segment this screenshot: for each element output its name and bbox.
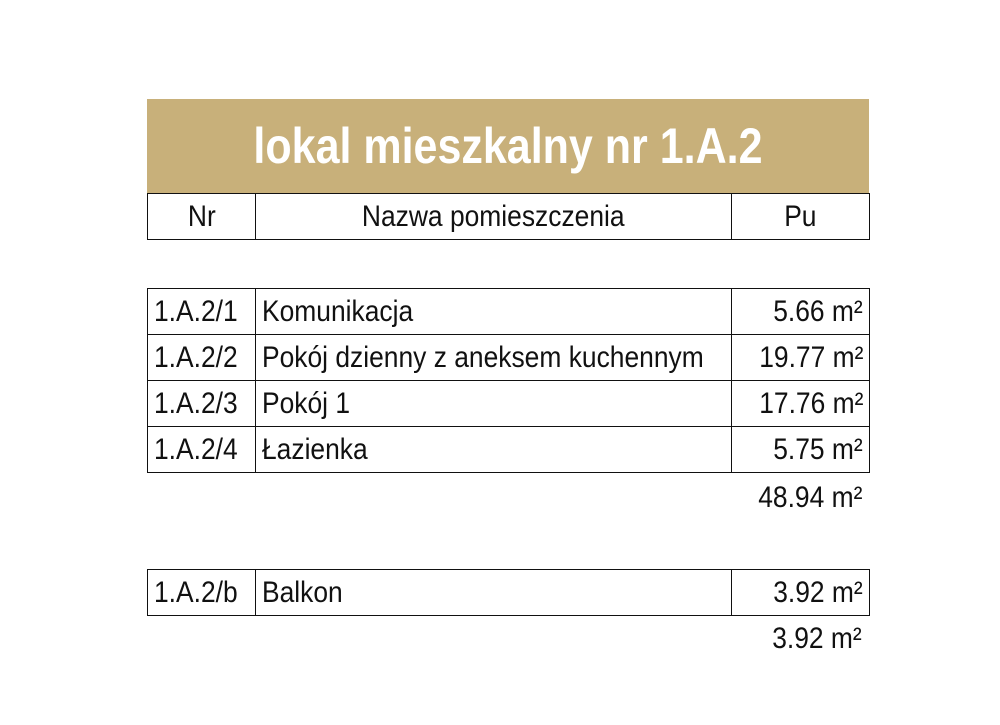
table-row [148, 427, 870, 473]
room-nr: 1.A.2/3 [148, 381, 256, 427]
room-area: 5.66 m² [732, 289, 870, 335]
balcony-name: Balkon [256, 570, 732, 616]
rooms-total: 48.94 m² [757, 481, 862, 514]
balcony-nr: 1.A.2/b [148, 570, 256, 616]
page-title: lokal mieszkalny nr 1.A.2 [253, 118, 763, 174]
room-nr: 1.A.2/1 [148, 289, 256, 335]
room-nr: 1.A.2/2 [148, 335, 256, 381]
room-area: 5.75 m² [732, 427, 870, 473]
room-name: Komunikacja [256, 289, 732, 335]
room-name: Pokój 1 [256, 381, 732, 427]
header-table [147, 193, 870, 240]
table-row [148, 570, 870, 616]
header-nr: Nr [148, 194, 256, 240]
balcony-table [147, 569, 870, 616]
balcony-area: 3.92 m² [732, 570, 870, 616]
room-name: Pokój dzienny z aneksem kuchennym [256, 335, 732, 381]
header-name: Nazwa pomieszczenia [256, 194, 732, 240]
table-row [148, 289, 870, 335]
title-banner [147, 99, 869, 193]
table-row [148, 335, 870, 381]
room-area: 17.76 m² [732, 381, 870, 427]
rooms-table [147, 288, 870, 473]
header-pu: Pu [732, 194, 870, 240]
room-area: 19.77 m² [732, 335, 870, 381]
header-row [148, 194, 870, 240]
table-row [148, 381, 870, 427]
room-name: Łazienka [256, 427, 732, 473]
balcony-total: 3.92 m² [772, 622, 862, 655]
room-nr: 1.A.2/4 [148, 427, 256, 473]
